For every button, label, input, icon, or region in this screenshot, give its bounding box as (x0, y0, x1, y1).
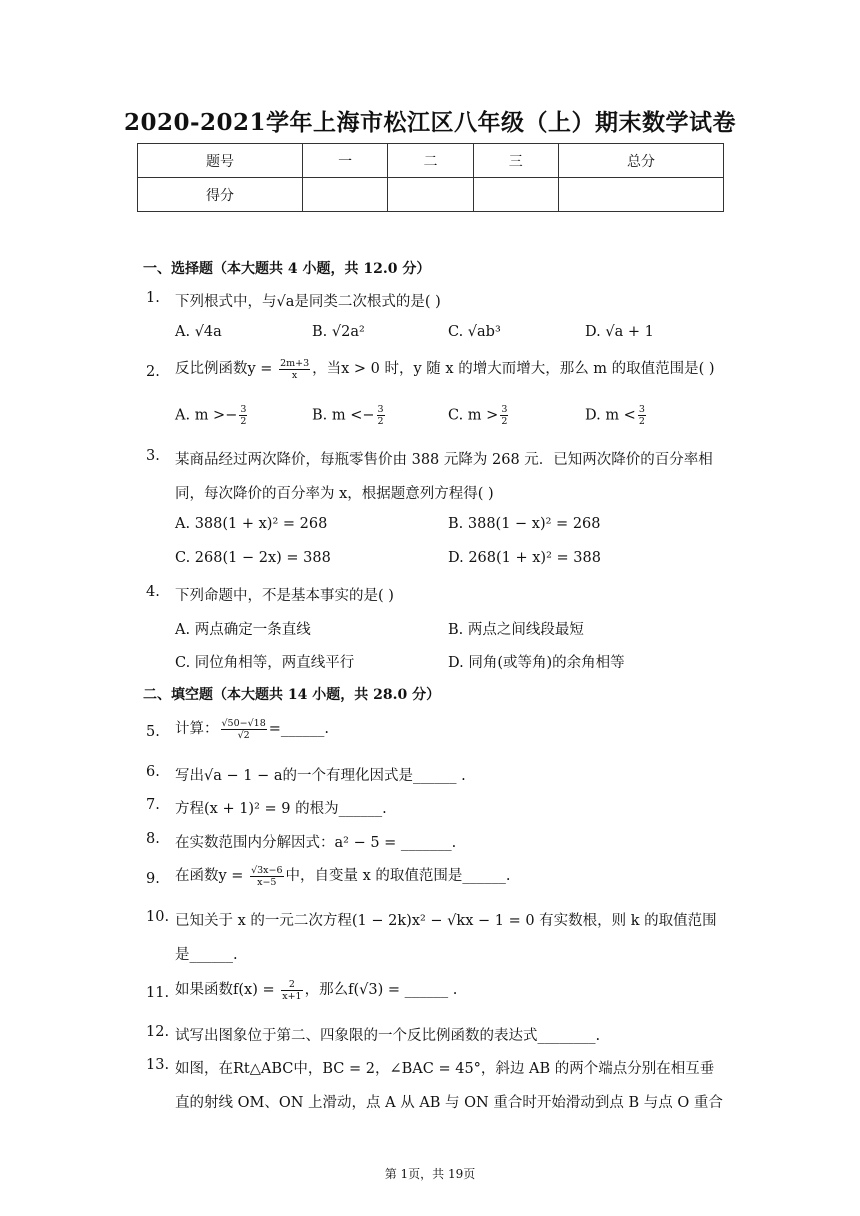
fraction-denominator: 2 (501, 416, 508, 427)
fraction (500, 404, 508, 427)
option-b: B. √2a² (312, 324, 365, 340)
fraction-denominator: x+1 (282, 990, 302, 1002)
question-text-pre: 在函数y = (175, 868, 249, 884)
section-heading: 一、选择题（本大题共 4 小题，共 12.0 分） (143, 261, 431, 277)
table-cell: 总分 (558, 144, 723, 178)
table-row (138, 144, 724, 178)
option-a: A. 388(1 + x)² = 268 (175, 516, 328, 532)
option-c: C. √ab³ (448, 324, 501, 340)
question-text: 同，每次降价的百分率为 x，根据题意列方程得( ) (175, 486, 494, 502)
question-text: 如图，在Rt△ABC中，BC = 2，∠BAC = 45°，斜边 AB 的两个端点分别在相互垂 (175, 1061, 715, 1077)
fraction-numerator: √3x−6 (251, 864, 283, 876)
fraction (239, 404, 247, 427)
question-text-post: ，当x > 0 时，y 随 x 的增大而增大，那么 m 的取值范围是( ) (312, 361, 715, 377)
question-text-post: ，那么f(√3) = ______ . (304, 982, 458, 998)
fraction-denominator: x (291, 369, 298, 381)
question-text (175, 717, 329, 741)
option-label: D. m < (585, 407, 636, 424)
fraction-numerator: 3 (638, 404, 645, 415)
question-text (175, 978, 457, 1002)
option-d: D. 268(1 + x)² = 388 (448, 550, 601, 566)
question-number: 6. (146, 764, 160, 780)
question-text: 是______. (175, 947, 238, 963)
question-number: 4. (146, 584, 160, 600)
page-footer: 第 1页，共 19页 (384, 1167, 476, 1181)
table-cell (558, 178, 723, 212)
fraction (221, 718, 267, 741)
table-cell: 题号 (138, 144, 303, 178)
fraction-numerator: 2 (281, 979, 302, 991)
option-label: C. m > (448, 407, 499, 424)
option-c (448, 404, 510, 427)
option-b: B. 388(1 − x)² = 268 (448, 516, 601, 532)
fraction-denominator: √2 (237, 729, 250, 741)
table-cell (473, 178, 558, 212)
option-a: A. √4a (175, 324, 222, 340)
question-text-pre: 如果函数f(x) = (175, 982, 280, 998)
table-cell (388, 178, 473, 212)
question-text: 已知关于 x 的一元二次方程(1 − 2k)x² − √kx − 1 = 0 有实数根，则 k 的取值范围 (175, 913, 717, 929)
fraction-denominator: 2 (638, 416, 645, 427)
question-text: 试写出图象位于第二、四象限的一个反比例函数的表达式________. (175, 1028, 601, 1044)
question-number: 2. (146, 364, 160, 380)
fraction-numerator: √50−√18 (221, 717, 266, 729)
fraction (250, 865, 283, 888)
fraction (638, 404, 646, 427)
question-text: 某商品经过两次降价，每瓶零售价由 388 元降为 268 元．已知两次降价的百分率相 (175, 452, 713, 468)
question-number: 5. (146, 724, 160, 740)
table-cell: 一 (302, 144, 387, 178)
option-label: B. m <− (312, 407, 375, 424)
question-text: 直的射线 OM、ON 上滑动，点 A 从 AB 与 ON 重合时开始滑动到点 B 与点 O 重合 (175, 1095, 723, 1111)
question-text (175, 357, 715, 381)
fraction-denominator: 2 (240, 416, 247, 427)
option-d: D. √a + 1 (585, 324, 654, 340)
page-title: 2020-2021学年上海市松江区八年级（上）期末数学试卷 (123, 109, 737, 136)
question-number: 12. (146, 1024, 170, 1040)
fraction-denominator: 2 (377, 416, 384, 427)
option-b: B. 两点之间线段最短 (448, 622, 584, 638)
option-d: D. 同角(或等角)的余角相等 (448, 655, 625, 671)
option-label: A. m >− (175, 407, 238, 424)
section-heading: 二、填空题（本大题共 14 小题，共 28.0 分） (143, 687, 441, 703)
question-number: 9. (146, 871, 160, 887)
option-d (585, 404, 648, 427)
question-text: 下列根式中，与√a是同类二次根式的是( ) (175, 294, 441, 310)
fraction (279, 358, 310, 381)
fraction-numerator: 3 (377, 404, 384, 415)
question-number: 10. (146, 909, 170, 925)
score-table (137, 143, 724, 212)
question-text: 下列命题中，不是基本事实的是( ) (175, 588, 394, 604)
question-text: 写出√a − 1 − a的一个有理化因式是______ . (175, 768, 466, 784)
option-a (175, 404, 249, 427)
table-cell: 二 (388, 144, 473, 178)
option-b (312, 404, 387, 427)
table-cell (302, 178, 387, 212)
table-cell: 得分 (138, 178, 303, 212)
option-c: C. 268(1 − 2x) = 388 (175, 550, 331, 566)
question-text-pre: 计算： (175, 721, 219, 737)
question-text: 在实数范围内分解因式：a² − 5 = _______. (175, 835, 457, 851)
question-text-post: 中，自变量 x 的取值范围是______. (285, 868, 511, 884)
table-row (138, 178, 724, 212)
question-number: 11. (146, 985, 170, 1001)
question-text: 方程(x + 1)² = 9 的根为______. (175, 801, 387, 817)
fraction-denominator: x−5 (257, 876, 277, 888)
question-number: 1. (146, 290, 160, 306)
question-text-pre: 反比例函数y = (175, 361, 278, 377)
option-a: A. 两点确定一条直线 (175, 622, 311, 638)
question-number: 3. (146, 448, 160, 464)
fraction-numerator: 2m+3 (280, 357, 310, 369)
fraction-numerator: 3 (501, 404, 508, 415)
fraction (377, 404, 385, 427)
question-number: 7. (146, 797, 160, 813)
question-text-post: =______. (268, 721, 330, 737)
question-number: 8. (146, 831, 160, 847)
table-cell: 三 (473, 144, 558, 178)
fraction-numerator: 3 (240, 404, 247, 415)
fraction (281, 979, 302, 1002)
option-c: C. 同位角相等，两直线平行 (175, 655, 355, 671)
question-text (175, 864, 511, 888)
question-number: 13. (146, 1057, 170, 1073)
